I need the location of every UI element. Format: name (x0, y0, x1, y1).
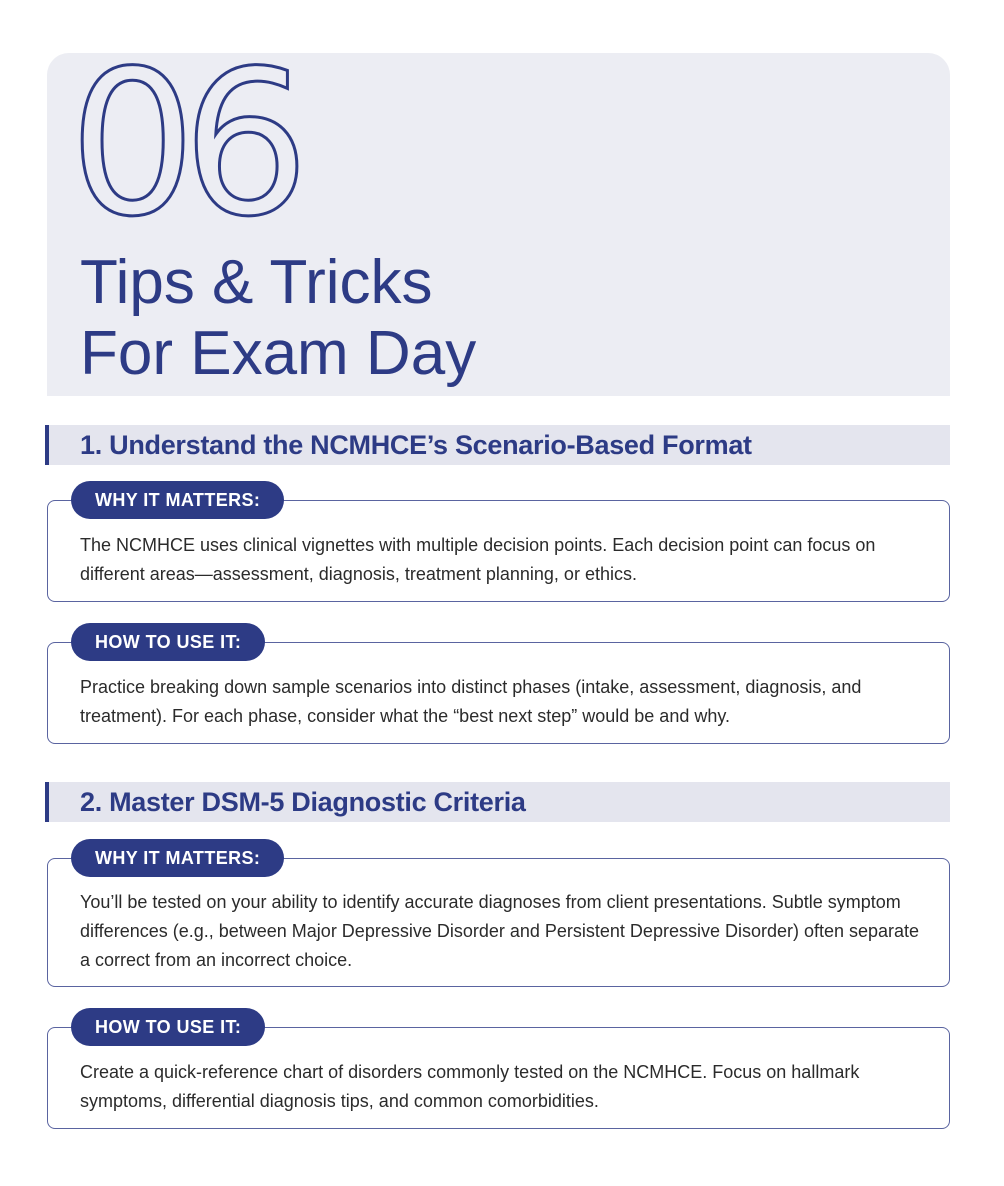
section-2-how-label: HOW TO USE IT: (71, 1008, 265, 1046)
section-2-how-text: Create a quick-reference chart of disorders commonly tested on the NCMHCE. Focus on hallmark symptoms, differential diagnosis tips, and common comorbidities. (80, 1062, 860, 1111)
chapter-title (80, 247, 476, 389)
section-1-why-text: The NCMHCE uses clinical vignettes with multiple decision points. Each decision point can focus on different areas—assessment, diagnosis, treatment planning, or ethics. (80, 535, 876, 584)
section-1-why-label: WHY IT MATTERS: (71, 481, 284, 519)
section-2-heading-text: 2. Master DSM-5 Diagnostic Criteria (80, 787, 526, 817)
chapter-number: 06 (69, 28, 296, 261)
chapter-title-line-1: Tips & Tricks (80, 248, 433, 317)
section-2-why-text: You’ll be tested on your ability to identify accurate diagnoses from client presentations. Subtle symptom differences (e.g., between Major Depressive Disorder and Persistent Depressive Disorder) often separate a correct from an incorrect choice. (80, 892, 920, 970)
section-2-heading (45, 782, 950, 822)
section-1-how-text: Practice breaking down sample scenarios into distinct phases (intake, assessment, diagnosis, and treatment). For each phase, consider what the “best next step” would be and why. (80, 677, 862, 726)
section-1-how-label: HOW TO USE IT: (71, 623, 265, 661)
section-2-why-card (47, 858, 950, 987)
section-2-why-label: WHY IT MATTERS: (71, 839, 284, 877)
chapter-hero (47, 28, 950, 396)
section-1-heading-text: 1. Understand the NCMHCE’s Scenario-Based Format (80, 430, 752, 460)
chapter-title-line-2: For Exam Day (80, 319, 477, 388)
section-1-heading (45, 425, 950, 465)
